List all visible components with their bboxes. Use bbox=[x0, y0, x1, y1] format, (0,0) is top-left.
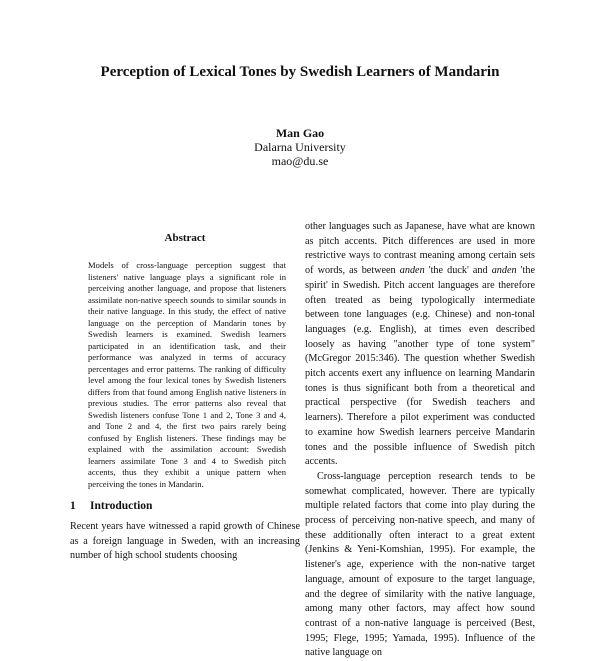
paragraph-text: 'the spirit' in Swedish. Pitch accent languages are therefore often treated as being typologically intermediate between tone languages (e.g. Chinese) and non-tonal languages (e.g. English), at times even described loosely as having "another type of tone system" (McGregor 2015:346). The question whether Swedish pitch accents exert any influence on learning Mandarin tones is thus significant both from a theoretical and practical perspective (for Swedish teachers and learners). Therefore a pilot experiment was conducted to examine how Swedish learners perceive Mandarin tones and the possible influence of Swedish pitch accents. bbox=[305, 265, 535, 468]
body-paragraph-1 bbox=[305, 220, 535, 470]
right-column bbox=[305, 220, 535, 661]
paragraph-text: other languages such as Japanese, have what are known as pitch accents. Pitch differences are used in more restrictive ways to contrast meaning among certain sets of words, as between bbox=[305, 221, 535, 277]
paper-title: Perception of Lexical Tones by Swedish Learners of Mandarin bbox=[100, 64, 500, 80]
section-title: Introduction bbox=[90, 500, 153, 512]
swedish-word-spirit: anden bbox=[491, 265, 517, 277]
intro-paragraph: Recent years have witnessed a rapid growth of Chinese as a foreign language in Sweden, with an increasing number of high school students choosing bbox=[70, 521, 300, 562]
abstract-text: Models of cross-language perception suggest that listeners' native language plays a significant role in perceiving another language, and propose that listeners assimilate non-native speech sounds to similar sounds in their native language. In this study, the effect of native language on the perception of Mandarin tones by Swedish learners is examined. Swedish learners participated in an identification task, and their performance was analyzed in terms of accuracy percentages and error patterns. The ranking of difficulty level among the four lexical tones by Swedish listeners differs from that found among English native listeners in previous studies. The error patterns also reveal that Swedish listeners confuse Tone 1 and 2, Tone 3 and 4, and Tone 2 and 4, the first two pairs rarely being confused by English listeners. These findings may be explained with the assimilation account: Swedish learners assimilate Tone 3 and 4 to Swedish pitch accents, thus they exhibit a unique pattern when perceiving the tones in Mandarin. bbox=[88, 260, 286, 489]
author-affiliation: Dalarna University bbox=[254, 140, 346, 154]
abstract-heading: Abstract bbox=[164, 232, 206, 244]
section-number: 1 bbox=[70, 500, 76, 512]
author-block bbox=[0, 126, 600, 168]
paragraph-text: 'the duck' and bbox=[424, 265, 492, 277]
swedish-word-duck: anden bbox=[399, 265, 425, 277]
body-paragraph-2: Cross-language perception research tends to be somewhat complicated, however. There are typically multiple related factors that come into play during the process of perceiving non-native speech, and many of these additionally often interact to a great extent (Jenkins & Yeni-Komshian, 1995). For example, the listener's age, experience with the non-native target language, amount of exposure to the target language, and the degree of similarity with the native language, among many other factors, may affect how sound contrast of a non-native language is perceived (Best, 1995; Flege, 1995; Yamada, 1995). Influence of the native language on bbox=[305, 470, 535, 659]
author-name: Man Gao bbox=[275, 126, 325, 140]
author-email: mao@du.se bbox=[271, 154, 329, 168]
left-column bbox=[70, 232, 300, 564]
section-heading-introduction bbox=[70, 500, 300, 512]
